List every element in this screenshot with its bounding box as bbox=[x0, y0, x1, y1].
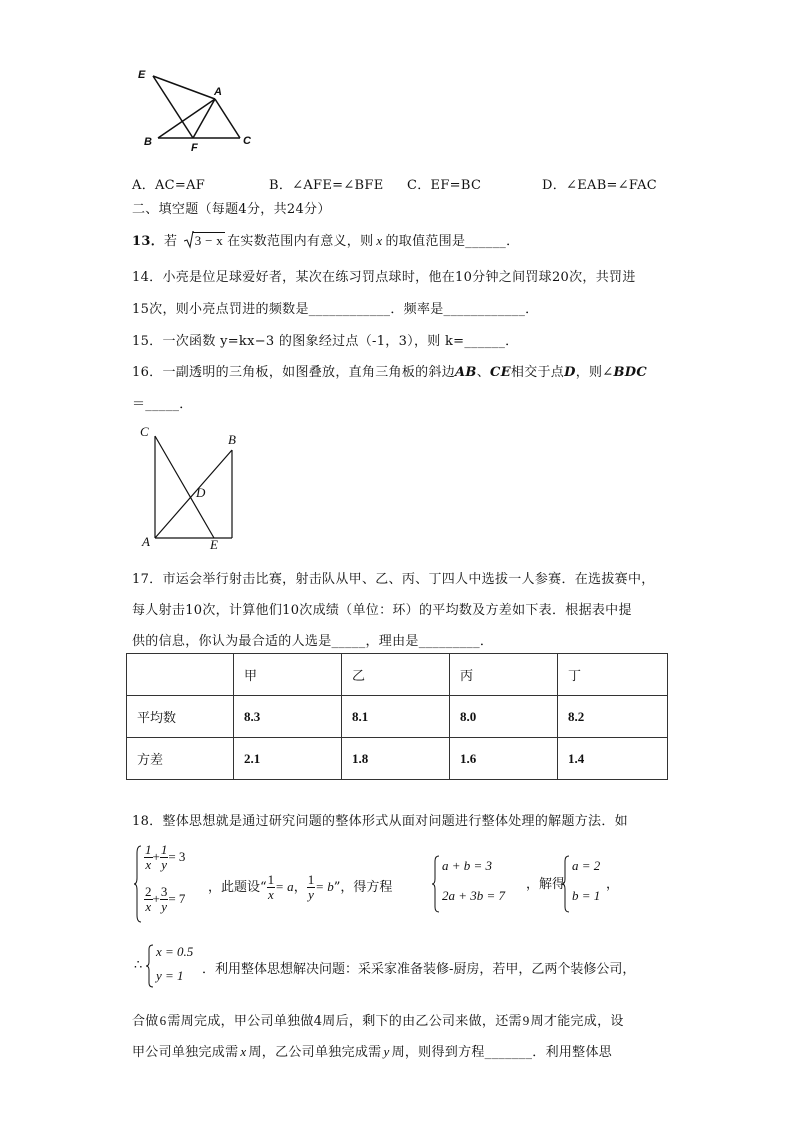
segment-ef bbox=[153, 76, 193, 138]
plus-sign: + bbox=[152, 849, 160, 864]
frac-1-over-x: $\frac{1}{x}$ bbox=[145, 842, 152, 872]
label-a2: A bbox=[142, 534, 150, 549]
segment-ac bbox=[215, 99, 240, 138]
table-cell: 1.6 bbox=[450, 738, 558, 780]
question-18-line1: 18．整体思想就是通过研究问题的整体形式从面对问题进行整体处理的解题方法．如 bbox=[132, 814, 628, 829]
table-row-label: 方差 bbox=[127, 738, 234, 780]
q18-mid2: ”，得方程 bbox=[333, 880, 393, 895]
option-b: B．∠AFE=∠BFE bbox=[269, 178, 384, 193]
therefore-symbol: ∴ bbox=[134, 958, 143, 973]
table-cell: 2.1 bbox=[234, 738, 342, 780]
q16-text-a: 16．一副透明的三角板，如图叠放，直角三角板的斜边 bbox=[132, 365, 456, 380]
eq-rhs: = 7 bbox=[168, 891, 186, 906]
question-16-line2: ＝_____． bbox=[132, 397, 193, 412]
table-cell: 1.4 bbox=[558, 738, 668, 780]
brace-icon bbox=[134, 845, 142, 923]
q18-line4-c: 周才能完成，设 bbox=[530, 1014, 624, 1029]
table-row-label: 平均数 bbox=[127, 696, 234, 738]
q18-line5-b: 周，乙公司单独完成需 bbox=[248, 1045, 382, 1060]
score-table bbox=[126, 653, 668, 780]
table-row bbox=[127, 696, 668, 738]
sys1-row1 bbox=[144, 843, 185, 872]
q16-sep: 、 bbox=[476, 365, 491, 380]
section-heading: 二、填空题（每题4分，共24分） bbox=[132, 202, 331, 217]
q13-var: x bbox=[376, 233, 383, 248]
q18-line5-y: y bbox=[383, 1044, 390, 1059]
question-15: 15．一次函数 y=kx−3 的图象经过点（-1，3），则 k=______． bbox=[132, 334, 519, 349]
table-cell: 8.2 bbox=[558, 696, 668, 738]
plus-sign: + bbox=[152, 891, 160, 906]
q13-tail: 的取值范围是______． bbox=[385, 234, 520, 249]
option-d: D．∠EAB=∠FAC bbox=[542, 178, 658, 193]
brace-icon bbox=[562, 855, 570, 913]
q18-line4-a: 合做 bbox=[132, 1014, 159, 1029]
brace-icon bbox=[432, 855, 440, 913]
q18-therefore-row bbox=[134, 940, 694, 990]
q18-end1: ， bbox=[606, 877, 620, 892]
segment-ea bbox=[153, 76, 215, 99]
q13-prefix: 若 bbox=[164, 234, 178, 249]
question-18-line5 bbox=[132, 1041, 612, 1060]
eq-rhs: = 3 bbox=[168, 849, 186, 864]
q13-radicand: 3 − x bbox=[194, 233, 224, 248]
segment-af bbox=[193, 99, 215, 138]
set-a: = a bbox=[275, 879, 294, 894]
table-row bbox=[127, 738, 668, 780]
segment-ab-hyp bbox=[155, 450, 232, 538]
question-17-line1: 17．市运会举行射击比赛，射击队从甲、乙、丙、丁四人中选拔一人参赛．在选拔赛中， bbox=[132, 572, 655, 587]
brace-icon bbox=[146, 944, 154, 988]
frac-2-over-x: $\frac{2}{x}$ bbox=[145, 884, 152, 914]
label-b2: B bbox=[228, 432, 236, 447]
table-cell: 1.8 bbox=[342, 738, 450, 780]
q18-mid3: ，解得 bbox=[526, 877, 566, 892]
frac-1-over-y: $\frac{1}{y}$ bbox=[160, 842, 168, 872]
question-14-line2: 15次，则小亮点罚进的频数是____________．频率是____________． bbox=[132, 302, 539, 317]
q18-line5-x: x bbox=[240, 1044, 247, 1059]
q18-line5-a: 甲公司单独完成需 bbox=[132, 1045, 239, 1060]
q16-end: ，则∠ bbox=[575, 365, 614, 380]
table-cell: 8.1 bbox=[342, 696, 450, 738]
question-13 bbox=[132, 230, 519, 249]
sys3-row1: a = 2 bbox=[572, 858, 601, 873]
question-16-line1 bbox=[132, 361, 647, 380]
figure-set-squares bbox=[138, 422, 248, 552]
table-header-cell: 乙 bbox=[342, 654, 450, 696]
question-17-line3: 供的信息，你认为最合适的人选是_____，理由是_________． bbox=[132, 634, 494, 649]
q13-number: 13． bbox=[132, 234, 164, 249]
option-c: C．EF=BC bbox=[407, 178, 482, 193]
label-e2: E bbox=[210, 537, 218, 552]
q16-ce: CE bbox=[490, 365, 511, 380]
segment-ab bbox=[158, 99, 215, 138]
q16-mid: 相交于点 bbox=[510, 365, 565, 380]
label-a: A bbox=[214, 86, 222, 98]
q18-substitution bbox=[208, 873, 392, 902]
table-header-row bbox=[127, 654, 668, 696]
q16-bdc: BDC bbox=[613, 365, 647, 380]
label-c2: C bbox=[140, 424, 149, 439]
figure-triangle-efabc bbox=[130, 62, 260, 158]
q18-line4-9: 9 bbox=[522, 1013, 530, 1028]
table-header-cell: 丙 bbox=[450, 654, 558, 696]
frac-set-b: $\frac{1}{y}$ bbox=[307, 872, 315, 902]
table-cell: 8.3 bbox=[234, 696, 342, 738]
label-e: E bbox=[138, 69, 146, 81]
radical-sign-icon bbox=[184, 231, 194, 249]
sys2-row2: 2a + 3b = 7 bbox=[442, 888, 506, 903]
table-header-cell bbox=[127, 654, 234, 696]
q16-d: D bbox=[564, 365, 576, 380]
set-b: = b bbox=[315, 879, 334, 894]
label-c: C bbox=[243, 135, 251, 147]
table-header-cell: 甲 bbox=[234, 654, 342, 696]
label-d2: D bbox=[196, 485, 206, 500]
question-14-line1: 14．小亮是位足球爱好者，某次在练习罚点球时，他在10分钟之间罚球20次，共罚进 bbox=[132, 270, 636, 285]
frac-3-over-y: $\frac{3}{y}$ bbox=[160, 884, 168, 914]
sys1-row2 bbox=[144, 885, 185, 914]
label-b: B bbox=[144, 136, 152, 148]
q18-line3: ．利用整体思想解决问题：采采家准备装修-厨房，若甲，乙两个装修公司， bbox=[202, 962, 636, 977]
sys4-row1: x = 0.5 bbox=[156, 944, 194, 959]
q18-line5-c: 周，则得到方程_______．利用整体思 bbox=[391, 1045, 613, 1060]
q18-equation-row bbox=[134, 843, 674, 927]
q18-line4-b: 需周完成，甲公司单独做4周后，剩下的由乙公司来做，还需 bbox=[167, 1014, 522, 1029]
frac-set-a: $\frac{1}{x}$ bbox=[267, 872, 275, 902]
q18-mid1: ，此题设“ bbox=[208, 880, 267, 895]
option-a: A．AC=AF bbox=[132, 178, 206, 193]
q18-line4-6: 6 bbox=[159, 1013, 167, 1028]
q16-ab: AB bbox=[455, 365, 477, 380]
sys2-row1: a + b = 3 bbox=[442, 858, 493, 873]
sys3-row2: b = 1 bbox=[572, 888, 601, 903]
table-cell: 8.0 bbox=[450, 696, 558, 738]
table-header-cell: 丁 bbox=[558, 654, 668, 696]
question-17-line2: 每人射击10次，计算他们10次成绩（单位：环）的平均数及方差如下表．根据表中提 bbox=[132, 603, 632, 618]
comma: ， bbox=[293, 880, 307, 895]
q13-radical bbox=[184, 233, 225, 249]
label-f: F bbox=[191, 142, 198, 154]
sys4-row2: y = 1 bbox=[156, 968, 184, 983]
question-18-line4 bbox=[132, 1010, 624, 1029]
q13-suffix: 在实数范围内有意义，则 bbox=[227, 234, 374, 249]
